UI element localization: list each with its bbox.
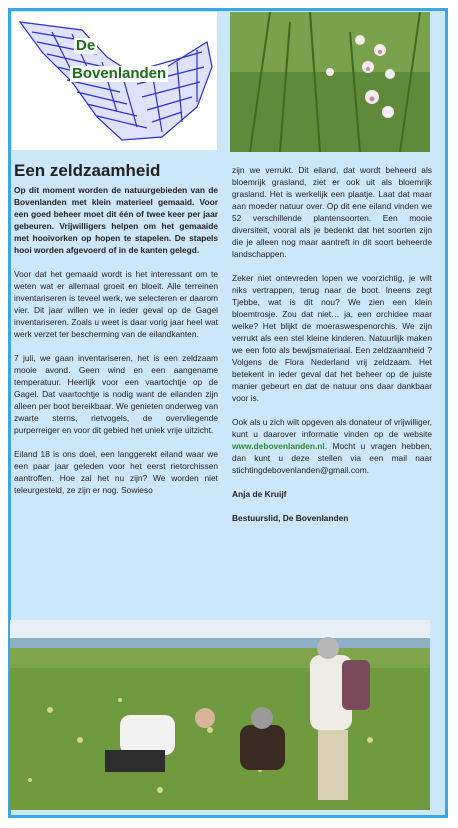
body-paragraph: 7 juli, we gaan inventariseren, het is een zeldzaam mooie avond. Geen wind en een aangename temperatuur. Heerlijk voor een vaartochtje op de Gagel. Dat vaartochtje is nodig want de eilanden zijn alleen per boot bereikbaar. We genieten onderweg van zwarte sterns, rietvogels, de overvliegende purperreiger en voor dit gebied het uniek vrije uitzicht. xyxy=(14,353,218,435)
signature-name: Anja de Kruijf xyxy=(232,489,287,499)
article-title: Een zeldzaamheid xyxy=(14,161,161,180)
article-column-left xyxy=(14,184,218,508)
contact-text-end: . Mocht u vragen hebben, dan kunt u deze stellen via een mail naar stichtingdebovenlanden@gmail.com. xyxy=(232,441,432,475)
body-paragraph: Eiland 18 is ons doel, een langgerekt eiland waar we een paar jaar geleden voor het eerst rietorchissen aantroffen. Hoe zal het nu zijn? We worden niet teleurgesteld, ze zijn er nog. Sowieso xyxy=(14,449,218,495)
logo-text-bovenlanden: Bovenlanden xyxy=(72,65,167,82)
article-column-right xyxy=(232,164,432,536)
signature-role: Bestuurslid, De Bovenlanden xyxy=(232,513,349,523)
logo-text-de: De xyxy=(76,37,96,54)
body-paragraph: Zeker niet ontevreden lopen we voorzichtig, je wilt niks vertrappen, terug naar de boot. Ineens zegt Tjebbe, wat is dit nou? We zien een klein bloemtrosje. Zou dat niet… ja, een orchidee maar welke? Het blijkt de moeraswespenorchis. We zijn verrukt als een stel kleine kinderen. Natuurlijk maken we een foto als bewijsmateriaal. Een zeldzaamheid ? Volgens de Flora Nederland vrij zeldzaam. Het betekent in ieder geval dat het beheer op de juiste manier gebeurt en dat de natuur ons daar dankbaar voor is. xyxy=(232,273,432,403)
body-paragraph: Voor dat het gemaaid wordt is het interessant om te weten wat er allemaal groeit en bloeit. Alle terreinen inventariseren is teveel werk, we selecteren er daarom vier. Dit jaar willen we in ieder geval op de Gagel inventariseren. Zoals u weet is daar vorig jaar heel wat werk verzet ter bescherming van de eilandkanten. xyxy=(14,269,218,339)
lead-paragraph: Op dit moment worden de natuurgebieden van de Bovenlanden met klein materieel gemaaid. Voor een goed beheer moet dit één of twee keer per jaar gebeuren. Vrijwilligers helpen om het gemaaide met hooivorken op hopen te stapelen. De stapels hooi worden afgevoerd of in de kanten gelegd. xyxy=(14,185,218,255)
body-paragraph: zijn we verrukt. Dit eiland, dat wordt beheerd als bloemrijk grasland, ziet er ook uit als bloemrijk grasland. Het is werkelijk een plaatje. Laat dat maar aan moeder natuur over. Op dit ene eiland vinden we 52 verschillende plantensoorten. Een mooie diversiteit, vooral als je bedenkt dat het soorten zijn die je alleen nog maar aantreft in dit soort beheerde landschappen. xyxy=(232,165,432,259)
website-link[interactable]: www.debovenlanden.nl xyxy=(232,441,325,451)
field-photo xyxy=(10,620,430,810)
contact-text: Ook als u zich wilt opgeven als donateur of vrijwilliger, kunt u daarover informatie vinden op de website xyxy=(232,417,432,439)
bovenlanden-logo xyxy=(12,12,217,150)
orchid-photo xyxy=(230,12,430,152)
contact-paragraph xyxy=(232,416,432,476)
